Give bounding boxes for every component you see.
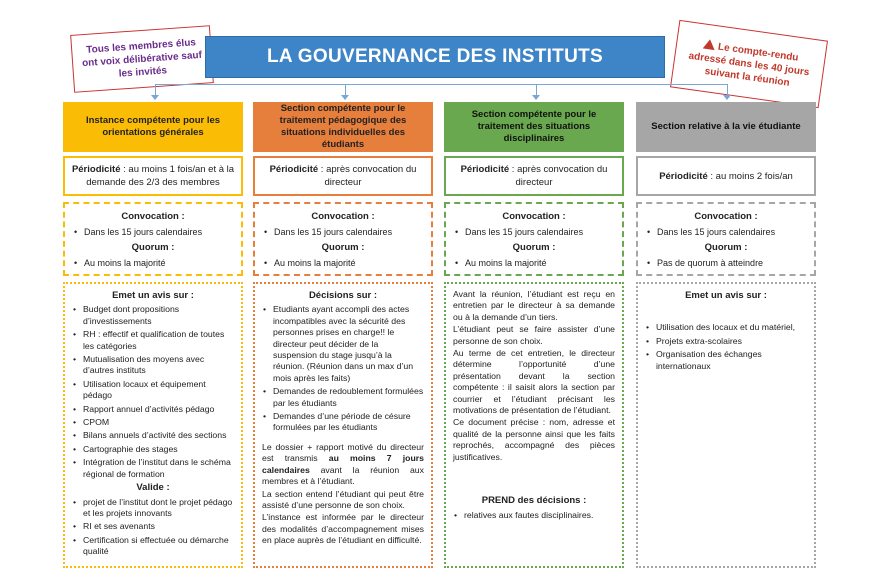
col3-quorum-label: Quorum :: [512, 242, 556, 253]
col2-para1-b: au moins 7 jours calendaires: [262, 453, 424, 475]
col3-convocation-label: Convocation :: [502, 211, 566, 222]
col3-convocation-box: [444, 202, 624, 276]
note-report-deadline: [670, 20, 828, 108]
list-item: • Budget dont propositions d’investissements: [72, 304, 234, 327]
col1-period-label: Périodicité: [71, 164, 121, 175]
list-item: • RI et ses avenants: [72, 521, 234, 532]
col2-periodicity: [253, 156, 433, 196]
col3-paragraph-3: Au terme de cet entretien, le directeur détermine l’opportunité d’une présentation devant la section compétente : il saisit alors la section par courrier et l’étudiant précisant les motivations de présentation de l’étudiant.: [453, 348, 615, 416]
col2-paragraph-1: [262, 442, 424, 488]
list-item: • Certification si effectuée ou démarche qualité: [72, 535, 234, 558]
col2-period-label: Périodicité: [269, 164, 319, 175]
col1-section1-title: Emet un avis sur :: [112, 290, 194, 301]
page-title-text: LA GOUVERNANCE DES INSTITUTS: [267, 46, 603, 67]
col2-section1-title: Décisions sur :: [308, 290, 378, 301]
note-voting-rights: [70, 25, 214, 93]
col1-convocation-label: Convocation :: [121, 211, 185, 222]
col2-quorum-label: Quorum :: [321, 242, 365, 253]
col1-quorum-label: Quorum :: [131, 242, 175, 253]
col4-quorum-label: Quorum :: [704, 242, 748, 253]
col3-paragraph-4: Ce document précise : nom, adresse et qualité de la personne ainsi que les faits reprochés, accompagné des pièces justificatives.: [453, 417, 615, 462]
col3-quorum-item: • Au moins la majorité: [454, 257, 614, 269]
col1-main-box: [63, 282, 243, 568]
col4-header-text: Section relative à la vie étudiante: [651, 121, 801, 132]
col3-convocation-item: • Dans les 15 jours calendaires: [454, 226, 614, 238]
col2-quorum-item: • Au moins la majorité: [263, 257, 423, 269]
col1-convocation-item: • Dans les 15 jours calendaires: [73, 226, 233, 238]
list-item: • Cartographie des stages: [72, 444, 234, 455]
list-item: • Etudiants ayant accompli des actes incompatibles avec la sécurité des personnes prises en charge!! le directeur peut décider de la suspension du stage jusqu’à la réunion. (Réunion dans un max d’un mois après les faits): [262, 304, 424, 384]
col2-period-value: : après convocation du directeur: [318, 164, 417, 188]
col1-period-value: : au moins 1 fois/an et à la demande des 2/3 des membres: [86, 164, 235, 188]
list-item: • Mutualisation des moyens avec d’autres instituts: [72, 354, 234, 377]
connector-arrow-1: [155, 84, 156, 96]
list-item: • Projets extra-scolaires: [645, 336, 807, 347]
col2-para1-a: Le dossier + rapport motivé du directeur est transmis: [262, 441, 424, 464]
note-left-text: Tous les membres élus ont voix délibérative sauf les invités: [81, 36, 203, 80]
list-item: • relatives aux fautes disciplinaires.: [453, 510, 615, 521]
page-title: [205, 36, 665, 78]
col4-convocation-item: • Dans les 15 jours calendaires: [646, 226, 806, 238]
col3-header-text: Section compétente pour le traitement des situations disciplinaires: [471, 109, 597, 144]
connector-arrow-3: [536, 84, 537, 96]
col4-header: [636, 102, 816, 152]
list-item: • Bilans annuels d’activité des sections: [72, 430, 234, 441]
list-item: • RH : effectif et qualification de toutes les catégories: [72, 329, 234, 352]
list-item: • Organisation des échanges internationaux: [645, 349, 807, 372]
col4-periodicity: [636, 156, 816, 196]
list-item: • Utilisation des locaux et du matériel,: [645, 322, 807, 333]
note-right-text: Le compte-rendu adressé dans les 40 jours suivant la réunion: [687, 41, 811, 89]
col4-quorum-item: • Pas de quorum à atteindre: [646, 257, 806, 269]
list-item: • Rapport annuel d’activités pédago: [72, 404, 234, 415]
list-item: • Demandes d’une période de césure formulées par les étudiants: [262, 411, 424, 434]
col2-main-box: [253, 282, 433, 568]
col1-header: [63, 102, 243, 152]
col2-paragraph-3: L’instance est informée par le directeur des modalités d’accompagnement mises en place auprès de l’étudiant en difficulté.: [262, 512, 424, 546]
col1-quorum-item: • Au moins la majorité: [73, 257, 233, 269]
connector-arrow-4: [727, 84, 728, 96]
col4-period-label: Périodicité: [659, 170, 708, 182]
col3-main-box: [444, 282, 624, 568]
col3-paragraph-2: L’étudiant peut se faire assister d’une personne de son choix.: [453, 324, 615, 346]
connector-horizontal: [155, 84, 727, 85]
col4-period-value: : au moins 2 fois/an: [707, 170, 793, 182]
col2-header-text: Section compétente pour le traitement pédagogique des situations individuelles des étudiants: [279, 103, 407, 150]
warning-icon: [703, 38, 716, 50]
list-item: • Demandes de redoublement formulées par les étudiants: [262, 386, 424, 409]
col3-period-value: : après convocation du directeur: [509, 164, 608, 188]
col1-section2-title: Valide :: [136, 482, 170, 494]
col1-header-text: Instance compétente pour les orientations générales: [85, 115, 221, 138]
col2-convocation-box: [253, 202, 433, 276]
col2-convocation-label: Convocation :: [311, 211, 375, 222]
col2-paragraph-2: La section entend l’étudiant qui peut être assisté d’une personne de son choix.: [262, 488, 424, 510]
col4-section1-title: Emet un avis sur :: [685, 290, 767, 301]
col3-period-label: Périodicité: [460, 164, 510, 175]
col3-paragraph-1: Avant la réunion, l’étudiant est reçu en entretien par le directeur à sa demande ou à la demande d’un tiers.: [453, 289, 615, 322]
list-item: • projet de l’institut dont le projet pédago et les projets innovants: [72, 497, 234, 520]
col4-main-box: [636, 282, 816, 568]
col2-convocation-item: • Dans les 15 jours calendaires: [263, 226, 423, 238]
col4-convocation-label: Convocation :: [694, 211, 758, 222]
col1-convocation-box: [63, 202, 243, 276]
list-item: • Intégration de l’institut dans le schéma régional de formation: [72, 457, 234, 480]
col3-header: [444, 102, 624, 152]
col1-periodicity: [63, 156, 243, 196]
col3-periodicity: [444, 156, 624, 196]
connector-arrow-2: [345, 84, 346, 96]
col2-header: [253, 102, 433, 152]
col2-para1-c: avant la réunion aux membres et à l’étudiant.: [262, 464, 424, 487]
col4-convocation-box: [636, 202, 816, 276]
col3-section1-title: PREND des décisions :: [481, 495, 587, 507]
list-item: • CPOM: [72, 417, 234, 428]
list-item: • Utilisation locaux et équipement pédago: [72, 379, 234, 402]
